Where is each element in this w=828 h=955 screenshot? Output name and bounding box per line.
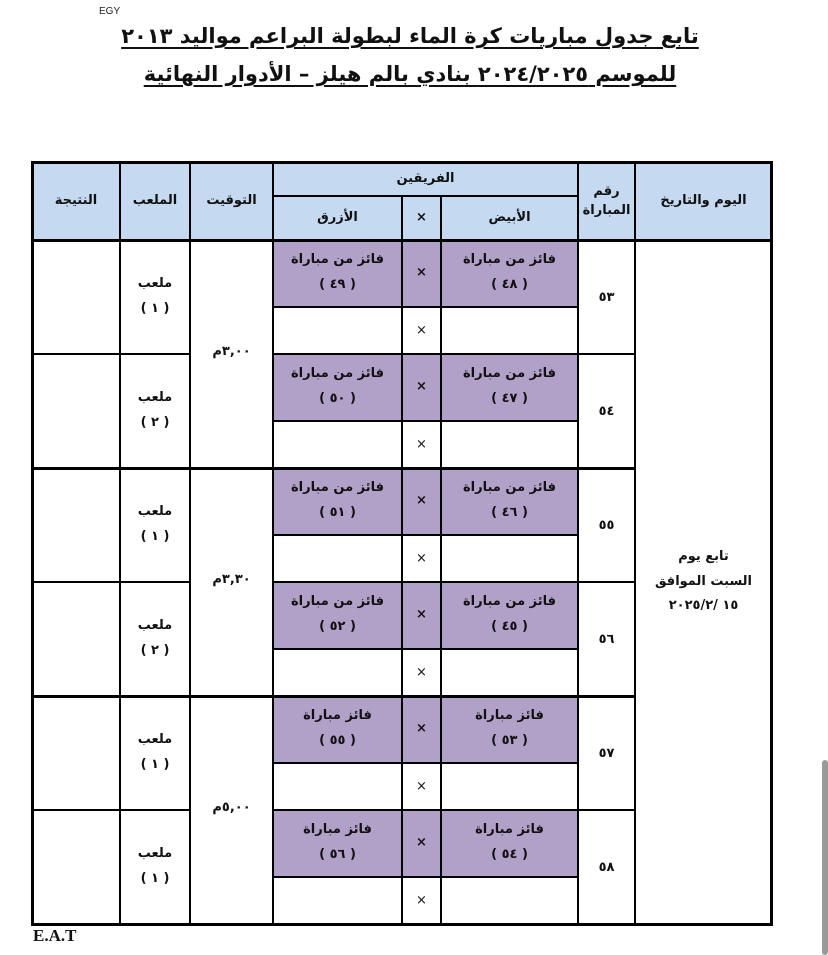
venue-cell (120, 468, 190, 582)
time-cell: ٣,٠٠م (212, 344, 251, 359)
blue-team-cell (273, 810, 402, 876)
match-number: ٥٨ (598, 859, 615, 875)
vs-symbol: × (402, 696, 441, 762)
table-gridline (273, 306, 578, 308)
venue-cell (120, 696, 190, 810)
page-title: تابع جدول مباريات كرة الماء لبطولة البراعم مواليد ٢٠١٣ (121, 24, 699, 48)
result-cell[interactable] (32, 810, 120, 924)
blue-score-cell[interactable] (273, 876, 402, 924)
vs-symbol: × (402, 420, 441, 468)
venue-number: ( ١ ) (140, 529, 170, 544)
white-team-cell (441, 240, 578, 306)
white-score-cell[interactable] (441, 420, 578, 468)
header-venue: الملعب (120, 162, 190, 240)
table-gridline (273, 353, 635, 355)
table-gridline (273, 648, 578, 650)
venue-number: ( ١ ) (140, 757, 170, 772)
header-match-number-line1: رقم (593, 183, 620, 199)
footer-mark: E.A.T (33, 926, 77, 945)
white-team-cell (441, 582, 578, 648)
white-team-ref: ( ٤٥ ) (491, 619, 528, 634)
header-vs: × (402, 195, 441, 240)
venue-cell (120, 582, 190, 696)
blue-team-label: فائز من مباراة (291, 480, 385, 496)
table-gridline (273, 809, 635, 811)
blue-team-ref: ( ٥٠ ) (319, 391, 356, 406)
result-cell[interactable] (32, 696, 120, 810)
page-subtitle: للموسم ٢٠٢٤/٢٠٢٥ بنادي بالم هيلز – الأدوار النهائية (143, 62, 677, 86)
blue-team-ref: ( ٥٢ ) (319, 619, 356, 634)
table-gridline (190, 467, 273, 470)
white-score-cell[interactable] (441, 306, 578, 354)
blue-score-cell[interactable] (273, 762, 402, 810)
vs-symbol: × (402, 240, 441, 306)
venue-label: ملعب (137, 276, 173, 292)
date-line2: السبت الموافق (654, 573, 753, 589)
blue-team-cell (273, 240, 402, 306)
header-blue: الأزرق (273, 195, 402, 240)
blue-team-cell (273, 354, 402, 420)
scrollbar[interactable] (822, 760, 828, 955)
white-team-ref: ( ٥٤ ) (491, 847, 528, 862)
vs-symbol: × (402, 648, 441, 696)
date-line1: تابع يوم (678, 548, 729, 564)
white-score-cell[interactable] (441, 534, 578, 582)
venue-label: ملعب (137, 618, 173, 634)
header-white: الأبيض (441, 195, 578, 240)
white-score-cell[interactable] (441, 762, 578, 810)
blue-score-cell[interactable] (273, 534, 402, 582)
venue-label: ملعب (137, 732, 173, 748)
corner-label: EGY (99, 6, 121, 17)
venue-number: ( ٢ ) (140, 415, 170, 430)
white-team-cell (441, 354, 578, 420)
table-gridline (273, 581, 635, 583)
white-team-cell (441, 468, 578, 534)
match-number: ٥٤ (598, 403, 615, 419)
match-number: ٥٧ (598, 745, 615, 761)
table-gridline (273, 467, 635, 470)
table-gridline (440, 195, 442, 924)
venue-cell (120, 354, 190, 468)
white-team-cell (441, 810, 578, 876)
blue-team-label: فائز مباراة (303, 708, 372, 724)
white-team-label: فائز مباراة (475, 822, 544, 838)
table-gridline (273, 534, 578, 536)
table-gridline (32, 353, 190, 355)
date-cell (635, 240, 772, 924)
header-date: اليوم والتاريخ (635, 162, 772, 240)
blue-team-ref: ( ٤٩ ) (319, 277, 356, 292)
result-cell[interactable] (32, 240, 120, 354)
table-gridline (401, 195, 403, 924)
header-result: النتيجة (32, 162, 120, 240)
venue-cell (120, 810, 190, 924)
match-number: ٥٣ (598, 289, 615, 305)
white-team-label: فائز مباراة (475, 708, 544, 724)
vs-symbol: × (402, 762, 441, 810)
time-cell: ٥,٠٠م (212, 800, 251, 815)
venue-cell (120, 240, 190, 354)
white-team-label: فائز من مباراة (463, 252, 557, 268)
match-number: ٥٥ (598, 517, 615, 533)
vs-symbol: × (402, 306, 441, 354)
table-gridline (32, 809, 190, 811)
blue-team-label: فائز مباراة (303, 822, 372, 838)
vs-symbol: × (402, 534, 441, 582)
venue-number: ( ١ ) (140, 871, 170, 886)
blue-score-cell[interactable] (273, 648, 402, 696)
white-team-ref: ( ٤٦ ) (491, 505, 528, 520)
white-team-label: فائز من مباراة (463, 480, 557, 496)
table-gridline (32, 467, 190, 470)
table-gridline (190, 695, 273, 698)
table-gridline (32, 581, 190, 583)
white-team-ref: ( ٤٨ ) (491, 277, 528, 292)
table-gridline (273, 762, 578, 764)
venue-label: ملعب (137, 504, 173, 520)
venue-label: ملعب (137, 390, 173, 406)
table-gridline (770, 161, 773, 925)
blue-team-cell (273, 468, 402, 534)
white-team-label: فائز من مباراة (463, 594, 557, 610)
blue-team-label: فائز من مباراة (291, 366, 385, 382)
venue-number: ( ١ ) (140, 301, 170, 316)
venue-label: ملعب (137, 846, 173, 862)
blue-team-ref: ( ٥٥ ) (319, 733, 356, 748)
vs-symbol: × (402, 582, 441, 648)
blue-score-cell[interactable] (273, 420, 402, 468)
vs-symbol: × (402, 354, 441, 420)
result-cell[interactable] (32, 468, 120, 582)
white-score-cell[interactable] (441, 648, 578, 696)
blue-team-cell (273, 696, 402, 762)
vs-symbol: × (402, 876, 441, 924)
header-match-number (578, 162, 635, 240)
blue-team-label: فائز من مباراة (291, 594, 385, 610)
result-cell[interactable] (32, 582, 120, 696)
blue-team-cell (273, 582, 402, 648)
blue-score-cell[interactable] (273, 306, 402, 354)
vs-symbol: × (402, 468, 441, 534)
header-time: التوقيت (190, 162, 273, 240)
table-gridline (273, 420, 578, 422)
table-gridline (273, 876, 578, 878)
header-match-number-line2: المباراة (582, 203, 631, 218)
time-cell: ٣,٣٠م (212, 572, 251, 587)
header-teams: الفريقين (273, 162, 578, 195)
blue-team-ref: ( ٥٦ ) (319, 847, 356, 862)
table-gridline (273, 695, 635, 698)
date-line3: ١٥ /٢٠٢٥/٢ (668, 598, 739, 614)
blue-team-label: فائز من مباراة (291, 252, 385, 268)
white-team-ref: ( ٤٧ ) (491, 391, 528, 406)
result-cell[interactable] (32, 354, 120, 468)
white-team-label: فائز من مباراة (463, 366, 557, 382)
venue-number: ( ٢ ) (140, 643, 170, 658)
white-team-cell (441, 696, 578, 762)
blue-team-ref: ( ٥١ ) (319, 505, 356, 520)
vs-symbol: × (402, 810, 441, 876)
match-number: ٥٦ (598, 631, 615, 647)
table-gridline (31, 161, 773, 164)
white-score-cell[interactable] (441, 876, 578, 924)
table-gridline (32, 695, 190, 698)
white-team-ref: ( ٥٣ ) (491, 733, 528, 748)
table-gridline (273, 195, 578, 197)
